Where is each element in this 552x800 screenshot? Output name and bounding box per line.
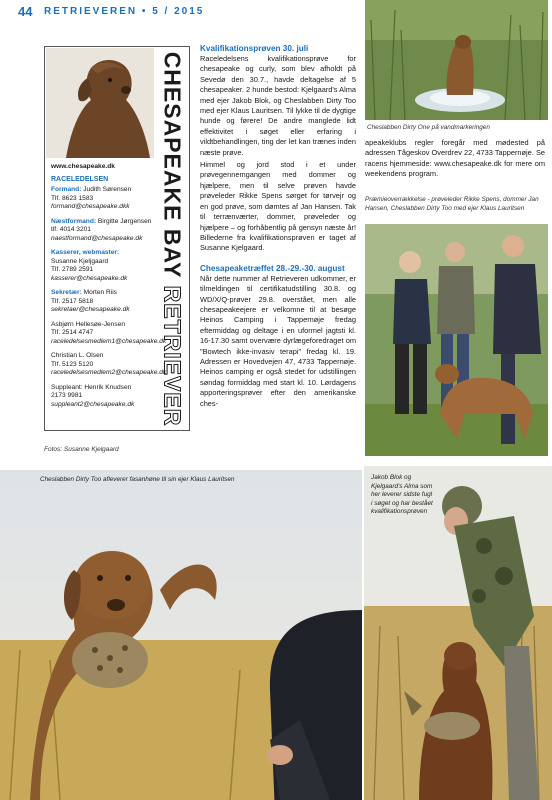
- breed-contact-box: [44, 46, 190, 431]
- club-website-link[interactable]: www.chesapeake.dk: [51, 163, 115, 170]
- magazine-header: [44, 6, 204, 17]
- contact-entry: [51, 352, 167, 378]
- contact-entry: [51, 186, 155, 212]
- contact-entry: [51, 249, 155, 283]
- contact-name: Christian L. Olsen: [51, 352, 104, 359]
- contact-name: Asbjørn Hellesøe-Jensen: [51, 320, 126, 328]
- water-retrieve-photo: [365, 0, 548, 120]
- magazine-title: RETRIEVEREN: [44, 6, 138, 17]
- contact-entry: [51, 320, 167, 347]
- contact-role: Sekretær:: [51, 289, 82, 296]
- contact-entry: [51, 384, 155, 410]
- contact-role: Formand:: [51, 186, 82, 193]
- contact-email[interactable]: sekretaer@chesapeake.dk: [51, 306, 130, 313]
- page-number: 44: [18, 4, 33, 19]
- issue-number: 5 / 2015: [152, 6, 205, 17]
- vertical-title-part1: CHESAPEAKE BAY: [159, 51, 185, 278]
- contact-email[interactable]: naestformand@chesapeake.dk: [51, 234, 143, 242]
- article-paragraph: apeakeklubs regler foregår med mødested på adressen Tågeskov Overdrev 22, 4733 Tappernøje. Se racens hjemmeside: www.chesapeake.dk for mere om weekendens program.: [365, 138, 545, 179]
- photo-caption: Cheslabben Dirty One på vandmarkeringen: [367, 124, 490, 131]
- contact-list: [51, 163, 167, 415]
- contact-name: Susanne Kjeljgaard: [51, 257, 109, 265]
- contact-phone: Tlf. 5123 5120: [51, 360, 94, 368]
- contact-email[interactable]: raceledelsesmedlem1@chesapeake.dk: [51, 337, 167, 345]
- article-paragraph: Raceledelsens kvalifikationsprøve for chesapeake og curly, som blev afholdt på Sevedø den 30.7., havde deltagelse af 5 chesapeaker. 2 hunde bestod: Kjelgaard's Alma med ejer Jakob Blok, og Cheslabben Dirty Too med ejer Klaus Lauritsen. Til lykke til de dygtige hunde og førere! De andre manglede lidt effektivitet i søget eller erfaring i vildtbehandlingen, ting der let kan trænes inden næste prøve.: [200, 54, 356, 157]
- section-label: RACELEDELSEN: [51, 175, 109, 183]
- contact-email[interactable]: suppleant2@chesapeake.dk: [51, 400, 135, 408]
- contact-phone: Tlf. 2514 4747: [51, 329, 94, 336]
- contact-name: Judith Sørensen: [83, 186, 132, 193]
- article-heading: Kvalifikationsprøven 30. juli: [200, 44, 309, 53]
- contact-email[interactable]: kasserer@chesapeake.dk: [51, 274, 128, 282]
- contact-email[interactable]: raceledelsesmedlem2@chesapeake.dk: [51, 369, 167, 376]
- photo-caption: Præmieoverrækkelse - prøveleder Rikke Spens, dommer Jan Hansen, Cheslabben Dirty Too med ejer Klaus Lauritsen: [365, 196, 539, 212]
- article-heading: Chesapeaketræffet 28.-29.-30. august: [200, 263, 345, 273]
- contact-phone: 2173 9981: [51, 392, 83, 399]
- contact-email[interactable]: formand@chesapeake.dkk: [51, 203, 130, 210]
- article-paragraph: Himmel og jord stod i et under prøvegennemgangen med dommer og hjælpere, men til selve prøven havde prøveleder Rikke Spens sørget for tørvejr og en god prøve, som dømtes af Jan Hansen. Tak til terrænværter, dommer, prøveleder og hjælpere – og forhåbentlig på gensyn næste år! Billederne fra kvalifikationsprøven er taget af Susanne Kjelgaard.: [200, 160, 356, 253]
- contact-entry: [51, 289, 155, 315]
- photo-credit: Fotos: Susanne Kjelgaard: [44, 446, 119, 453]
- article-continuation: [365, 138, 545, 180]
- photo-caption: Cheslabben Dirty Too afleverer fasanhøne til sin ejer Klaus Lauritsen: [40, 476, 235, 483]
- contact-name: Birgitte Jørgensen: [97, 217, 152, 225]
- award-ceremony-photo: [365, 224, 548, 456]
- contact-phone: Tlf. 8623 1583: [51, 194, 94, 202]
- contact-entry: [51, 218, 155, 244]
- article-paragraph: Når dette nummer af Retrieveren udkommer, er tilmeldingen til certifikatudstilling 30.8. og WD/X/Q-prøver 29.8. overstået, men alle chesapeakeejere er velkomne til at besøge Heinos Camping i Tappernøje fredag eftermiddag og deltage i en uformel jagtsti kl. 16-17.30 samt overvære dyrlægeforedraget om "Bowtech ikke-invasiv terapi" fredag kl. 19. Adressen er Hovedvejen 47, 4733 Tappernøje. Heinos camping er også stedet for udstillingen søndag formiddag med start kl. 10. Lørdagens apporteringsprøver efter den amerikanske ches-: [200, 273, 356, 408]
- chesapeake-portrait-photo: [46, 48, 154, 158]
- contact-name: Suppleant: Henrik Knudsen: [51, 383, 132, 391]
- contact-phone: Tlf. 2789 2591: [51, 266, 94, 273]
- contact-phone: Tlf. 2517 5818: [51, 297, 94, 305]
- header-separator: •: [141, 6, 153, 17]
- photo-caption: Jakob Blok og Kjelgaard's Alma som her leverer sidste fugl i søget og har bestået kvalifikationsprøven: [371, 474, 433, 515]
- contact-role: Kasserer, webmaster:: [51, 249, 120, 256]
- vertical-title-part2: RETRIEVER: [159, 285, 185, 426]
- dog-retrieving-pheasant-photo: [0, 470, 362, 800]
- contact-phone: tlf. 4014 3201: [51, 226, 91, 233]
- article-column: [200, 44, 356, 411]
- contact-role: Næstformand:: [51, 217, 97, 225]
- contact-name: Morten Riis: [83, 289, 117, 296]
